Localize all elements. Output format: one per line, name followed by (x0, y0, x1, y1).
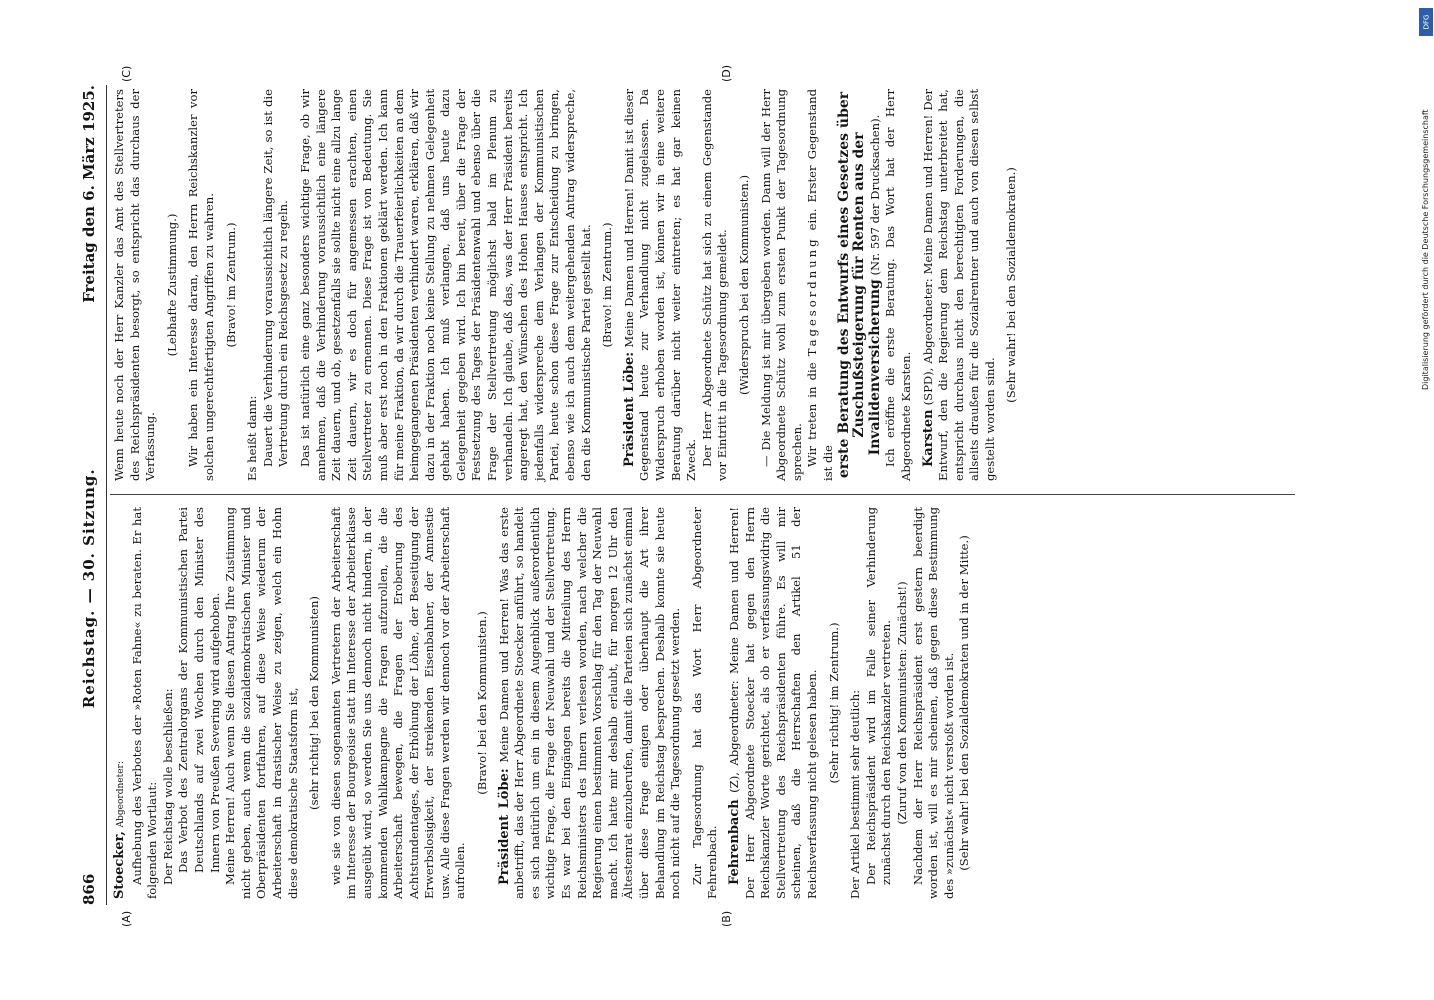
document-page (80, 64, 1300, 927)
agenda-item (837, 89, 884, 481)
paragraph: Es heißt dann: (245, 395, 260, 481)
speaker-name: Karsten (920, 409, 936, 467)
paragraph: — Die Meldung ist mir übergeben worden. Dann will der Herr Abgeordnete Schütz wohl zum ersten Punkt der Tagesordnung sprechen. (758, 89, 804, 481)
margin-mark-b: (B) (720, 910, 733, 927)
paragraph (921, 89, 999, 481)
paragraph (727, 507, 821, 899)
interjection: (sehr richtig! bei den Kommunisten) (307, 596, 322, 810)
margin-mark-d: (D) (720, 64, 733, 82)
interjection: (Bravo! bei den Kommunisten.) (475, 611, 490, 795)
interjection: (Bravo! im Zentrum.) (600, 222, 615, 348)
agenda-term: Tagesordnung (805, 236, 820, 357)
quote: Der Reichstag wolle beschließen: (160, 688, 175, 885)
paragraph: Der Artikel bestimmt sehr deutlich: (848, 689, 863, 899)
bill-reference: (Nr. 597 der Drucksachen). (867, 114, 882, 276)
speaker-name: Präsident Löbe: (621, 351, 637, 467)
interjection: (Widerspruch bei den Kommunisten.) (736, 175, 751, 396)
speech-text: (SPD), Abgeordneter: Meine Damen und Herren! Der Entwurf, den die Regierung dem Reichstag unterbreitet hat, entspricht durchaus nicht den berechtigten Forderungen, die allseits draußen für die Sozialrentner und auch von diesen selbst gestellt worden sind. (920, 88, 997, 481)
interjection: (Bravo! im Zentrum.) (223, 222, 238, 348)
text-run: ein. Erster Gegenstand ist die (805, 88, 835, 481)
header-rule (106, 85, 107, 905)
interjection: (Sehr wahr! bei den Sozialdemokraten und in der Mitte.) (957, 535, 972, 871)
interjection: (Sehr richtig! im Zentrum.) (826, 622, 841, 784)
paragraph: Wenn heute noch der Herr Kanzler das Amt des Stellvertreters des Reichspräsidenten besorgt, so entspricht das durchaus der Verfassung. (112, 89, 158, 481)
session-title: Reichstag. — 30. Sitzung. (80, 468, 98, 709)
interjection: (Zuruf von den Kommunisten: Zunächst!) (894, 581, 909, 825)
speech-text: Meine Damen und Herren! Damit ist dieser Gegenstand heute zur Verhandlung nicht zugelassen. Da Widerspruch erhoben worden ist, können wir in eine weitere Beratung darüber nicht weiter eintreten; es hat gar keinen Zweck. (621, 89, 699, 481)
paragraph: Zur Tagesordnung hat das Wort Herr Abgeordneter Fehrenbach. (689, 507, 720, 899)
paragraph (497, 507, 684, 899)
speaker-name: Stoecker, (112, 831, 127, 899)
paragraph: Nachdem der Herr Reichspräsident erst gestern beerdigt worden ist, will es mir scheinen, daß gegen diese Bestimmung des »zunächst« nicht verstoßt worden ist. (910, 507, 956, 899)
paragraph: wie sie von diesen sogenannten Vertretern der Arbeiterschaft im Interesse der Bourgeoisie statt im Interesse der Arbeiterklasse ausgeübt wird, so werden Sie uns dennoch nicht hindern, in der kommenden Wahlkampagne die Fragen aufzurollen, die die Arbeiterschaft bewegen, die Fragen der Eroberung des Achtstundentages, der Erhöhung der Löhne, der Beseitigung der Erwerbslosigkeit, der streikenden Eisenbahner, der Amnestie usw. Alle diese Fragen werden wir dennoch vor der Arbeiterschaft aufrollen. (328, 507, 468, 899)
dfg-logo-text: DFG (1422, 14, 1430, 30)
margin-mark-c: (C) (120, 65, 133, 82)
paragraph: Meine Herren! Auch wenn Sie diesen Antrag Ihre Zustimmung nicht geben, auch wenn die sozialdemokratischen Minister und Oberpräsidenten fortfahren, auf diese Weise wiederum der Arbeiterschaft in drastischer Weise zu zeigen, welch ein Hohn diese demokratische Staatsform ist, (223, 507, 300, 899)
paragraph: Wir haben ein Interesse daran, den Herrn Reichskanzler vor solchen ungerechtfertigten Angriffen zu wahren. (186, 89, 216, 481)
speaker-name: Präsident Löbe: (496, 768, 512, 885)
speech-text: (Z), Abgeordneter: Meine Damen und Herren! Der Herr Abgeordnete Stoecker hat gegen den Herrn Reichskanzler Worte gerichtet, als ob er verfassungswidrig die Stellvertretung des Reichspräsidenten führe. Es will mir scheinen, daß die Herrschaften den Artikel 51 der Reichsverfassung nicht gelesen haben. (726, 507, 819, 899)
digitization-note: Digitalisierung gefördert durch die Deutsche Forschungsgemeinschaft (1421, 109, 1430, 390)
paragraph (622, 89, 700, 481)
text-run: Wir treten in die (805, 362, 820, 467)
interjection: (Sehr wahr! bei den Sozialdemokraten.) (1004, 167, 1019, 403)
quote: Das Verbot des Zentralorgans der Kommunistischen Partei Deutschlands auf zwei Wochen durch den Minister des Innern von Preußen Severing wird aufgehoben. (176, 507, 222, 873)
margin-mark-a: (A) (120, 910, 133, 927)
paragraph: Der Herr Abgeordnete Schütz hat sich zu einem Gegenstande vor Eintritt in die Tagesordnung gemeldet. (699, 89, 730, 481)
left-column (112, 507, 973, 899)
page-number: 866 (80, 873, 98, 905)
column-divider (110, 494, 1295, 495)
speaker-name: Fehrenbach (726, 799, 742, 885)
interjection: (Lebhafte Zustimmung.) (164, 213, 179, 357)
session-date: Freitag den 6. März 1925. (80, 85, 98, 303)
paragraph: Das ist natürlich eine ganz besonders wichtige Frage, ob wir annehmen, daß die Verhinderung voraussichtlich eine längere Zeit dauern, und ob, gesetzenfalls sie sollte nicht eine allzu lange Zeit dauern, wir es doch für angemessen erachten, einen Stellvertreter zu ernennen. Diese Frage ist von Bedeutung. Sie muß aber erst noch in den Fraktionen geklärt werden. Ich kann für meine Fraktion, da wir durch die Trauerfeierlichkeiten an dem heimgegangenen Präsidenten verhindert waren, erklären, daß wir dazu in der Fraktion noch keine Stellung zu nehmen Gelegenheit gehabt haben. Ich muß verlangen, daß uns heute dazu Gelegenheit gegeben wird. Ich bin bereit, über die Frage der Festsetzung des Tages der Präsidentenwahl und ebenso über die Frage der Stellvertretung möglichst bald im Plenum zu verhandeln. Ich glaube, daß das, was der Herr Präsident bereits angeregt hat, den Wünschen des Hohen Hauses entspricht. Ich jedenfalls widerspreche dem Verlangen der Kommunistischen Partei, heute schon diese Frage zur Entscheidung zu bringen, ebenso wie ich auch dem weitergehenden Antrag widerspreche, den die Kommunistische Partei gestellt hat. (297, 89, 593, 481)
quote: Der Reichspräsident wird im Falle seiner Verhinderung zunächst durch den Reichskanzler vertreten. (863, 507, 894, 885)
paragraph: Ich eröffne die erste Beratung. Das Wort hat der Herr Abgeordnete Karsten. (883, 89, 913, 481)
paragraph (112, 507, 130, 899)
paragraph (805, 89, 836, 481)
speaker-role: Abgeordneter: (116, 761, 126, 828)
right-column (112, 89, 1020, 481)
paragraph: Aufhebung des Verbotes der »Roten Fahne« zu beraten. Er hat folgenden Wortlaut: (129, 507, 160, 899)
quote: Dauert die Verhinderung voraussichtlich längere Zeit, so ist die Vertretung durch ein Reichsgesetz zu regeln. (260, 89, 291, 467)
speech-text: Meine Damen und Herren! Was das erste anbetrifft, das der Herr Abgeordnete Stoecker anführt, so handelt es sich natürlich um ein in diesem Augenblick außerordentlich wichtige Frage, die Frage der Neuwahl und der Stellvertretung. Es war bei den Eingängen bereits die Mitteilung des Herrn Reichsministers des Innern verlesen worden, nach welcher die Regierung einen bestimmten Vorschlag für den Tag der Neuwahl macht. Ich hatte mir deshalb erlaubt, für morgen 12 Uhr den Ältestenrat einzuberufen, damit die Parteien sich zunächst einmal über diese Frage einigen oder überhaupt die Art ihrer Behandlung im Reichstag besprechen. Deshalb konnte sie heute noch nicht auf die Tagesordnung gesetzt werden. (496, 506, 683, 899)
bill-title: erste Beratung des Entwurfs eines Gesetzes über Zuschußsteigerung für Renten aus der Invalidenversicherung (835, 91, 883, 479)
page-header (80, 85, 102, 905)
